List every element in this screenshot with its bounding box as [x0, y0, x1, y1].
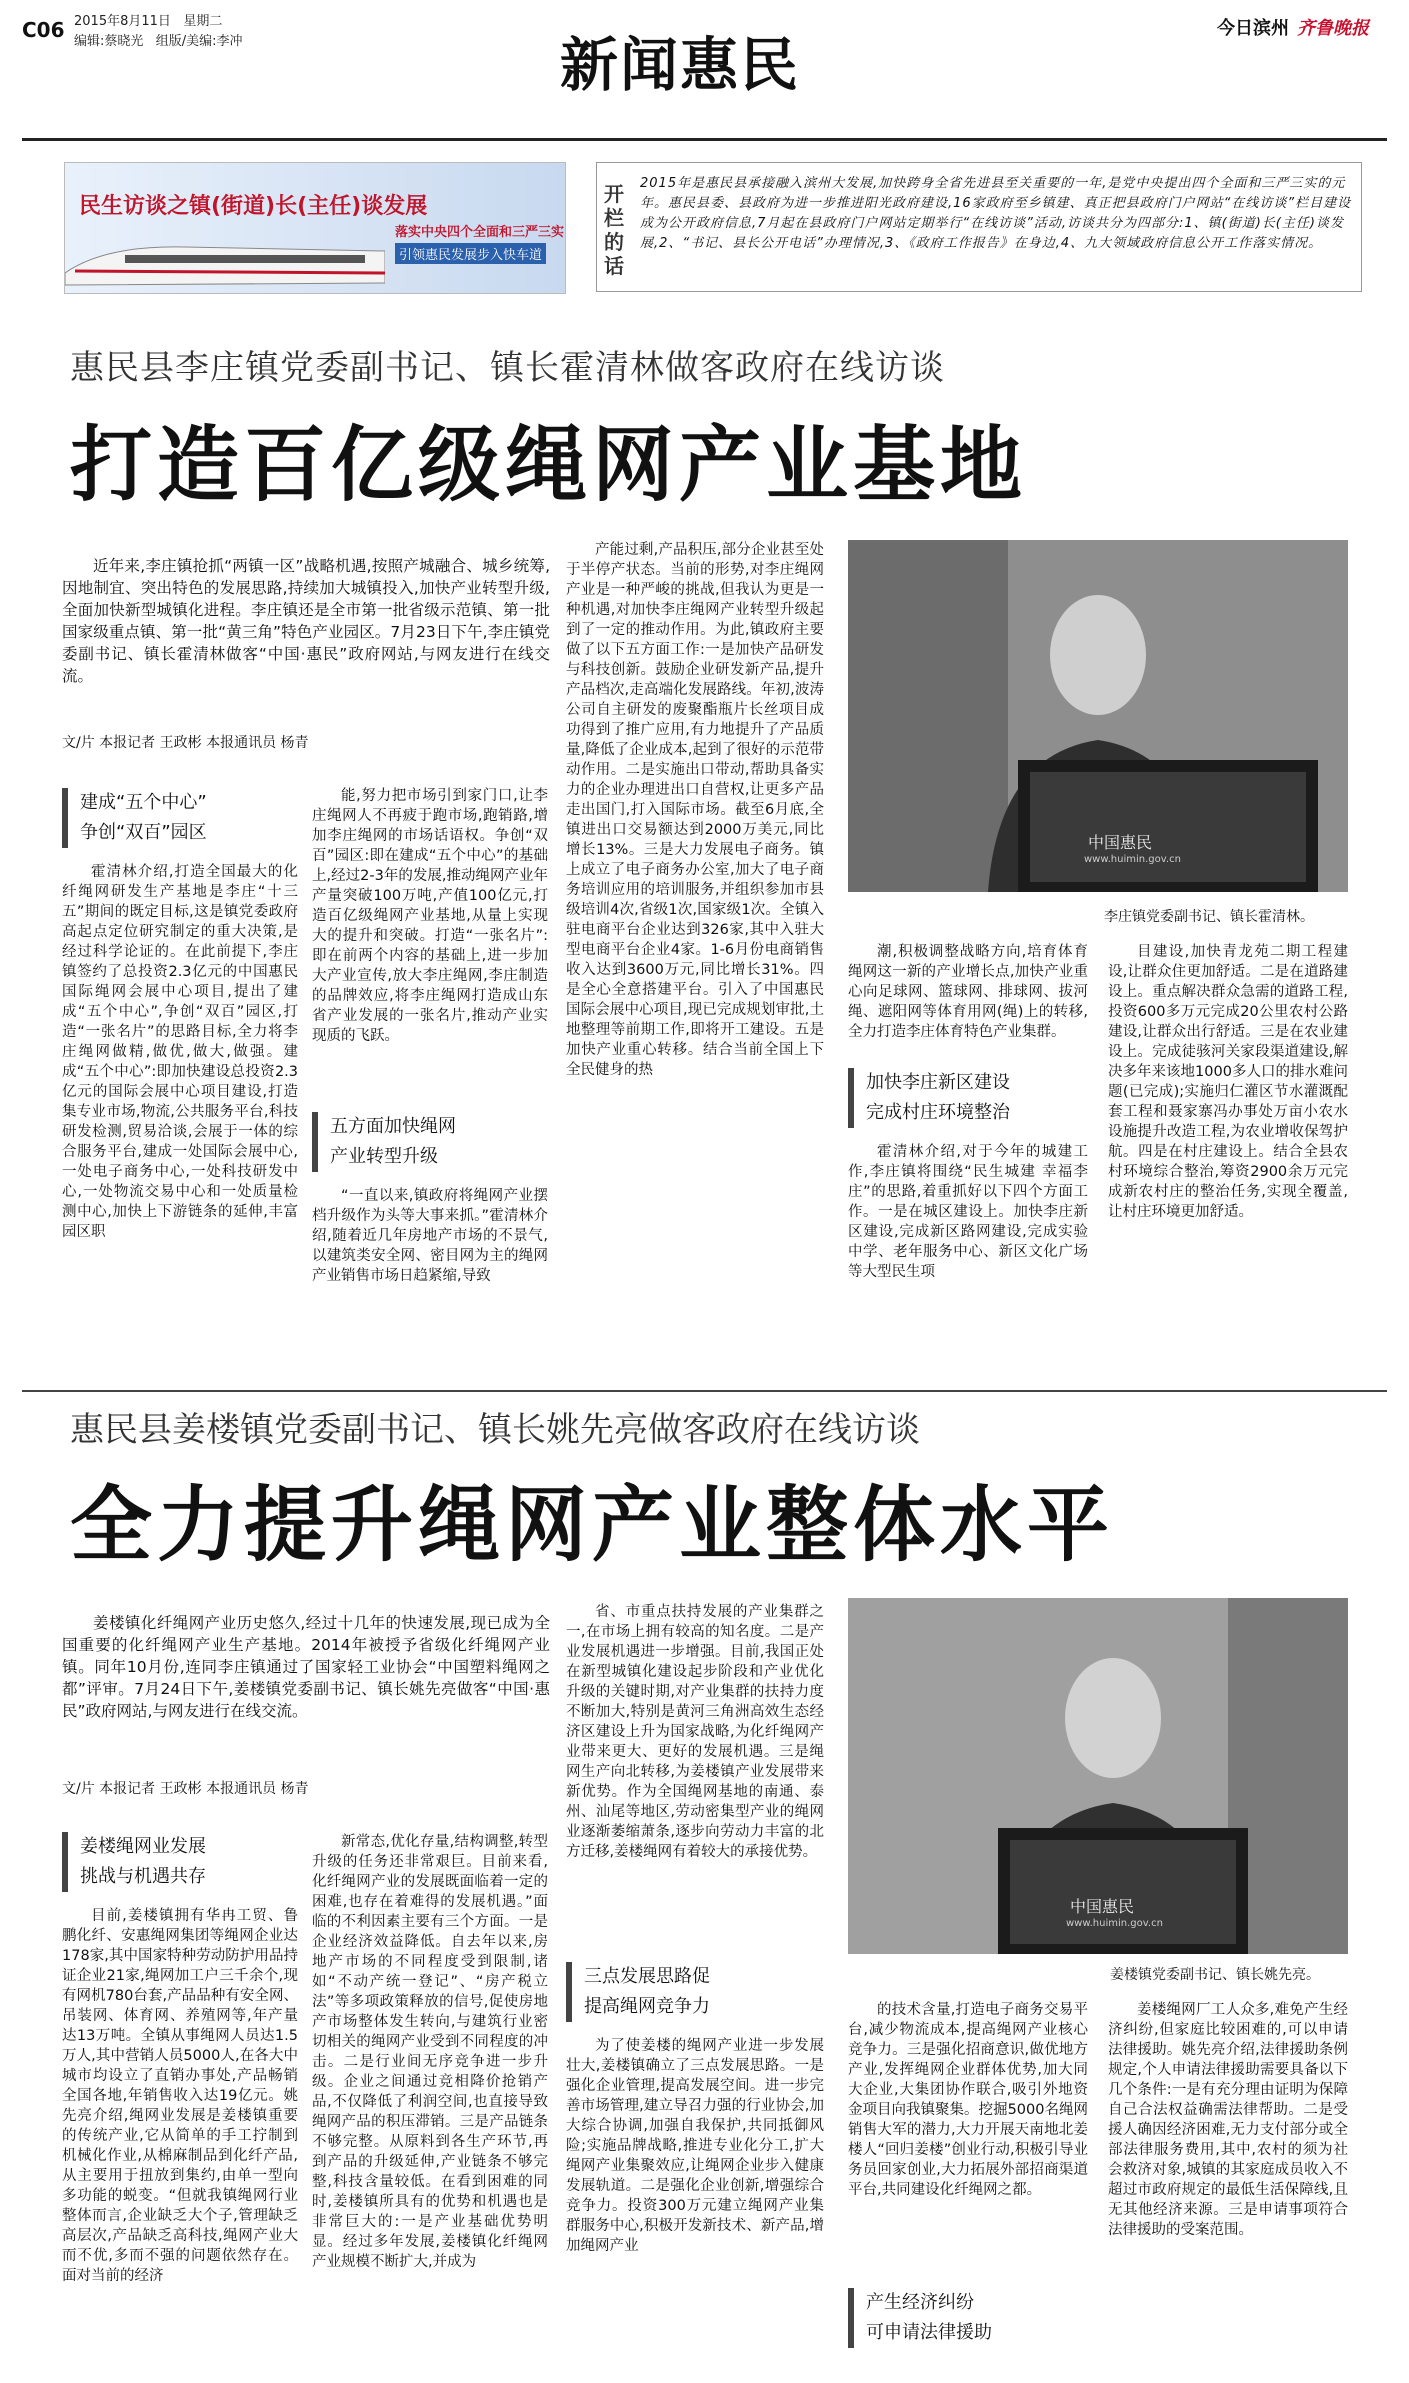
- article1-photo-caption: 李庄镇党委副书记、镇长霍清林。: [1104, 909, 1314, 925]
- article2-col2-text: 新常态,优化存量,结构调整,转型升级的任务还非常艰巨。目前来看,化纤绳网产业的发展既面临着一定的困难,也存在着难得的发展机遇。”面临的不利因素主要有三个方面。一是企业经济效益降低。自去年以来,房地产市场的不同程度受到限制,诸如“不动产统一登记”、“房产税立法”等多项政策释放的信号,促使房地产市场整体发生转向,与建筑行业密切相关的绳网产业受到不同程度的冲击。二是行业间无序竞争进一步升级。企业之间通过竞相降价抢销产品,不仅降低了利润空间,也直接导致绳网产品的积压滞销。三是产品链条不够完整。从原料到各生产环节,再到产品的升级延伸,产业链条不够完整,科技含量较低。在看到困难的同时,姜楼镇所具有的优势和机遇也是非常巨大的:一是产业基础优势明显。经过多年发展,姜楼镇化纤绳网产业规模不断扩大,并成为: [312, 1834, 548, 2270]
- article1-col4-text: 潮,积极调整战略方向,培育体育绳网这一新的产业增长点,加快产业重心向足球网、篮球网、排球网、拔河绳、遮阳网等体育用网(绳)上的转移,全力打造李庄体育特色产业集群。: [848, 944, 1088, 1040]
- article1-photo: [848, 540, 1348, 892]
- issue-date-line: [74, 14, 222, 30]
- article1-headline: 打造百亿级绳网产业基地: [70, 418, 1028, 513]
- article2-column-2: [312, 1832, 548, 2366]
- masthead-rule: [22, 138, 1387, 141]
- article1-col5-text: 目建设,加快青龙苑二期工程建设,让群众住更加舒适。二是在道路建设上。重点解决群众急需的道路工程,投资600多万元完成20公里农村公路建设,让群众出行舒适。三是在农业建设上。完成徒骇河关家段渠道建设,解决多年来该地1000多人口的排水难问题(已完成);实施归仁灌区节水灌溉配套工程和聂家寨冯办事处万亩小农水设施提升改造工程,为农业增收保驾护航。四是在村庄建设上。结合全县农村环境综合整治,筹资2900余万元完成新农村庄的整治任务,实现全覆盖,让村庄环境更加舒适。: [1108, 944, 1348, 1220]
- article1-section-1: [62, 788, 310, 848]
- article1-col2-text: 能,努力把市场引到家门口,让李庄绳网人不再疲于跑市场,跑销路,增加李庄绳网的市场话语权。争创“双百”园区:即在建成“五个中心”的基础上,经过2-3年的发展,推动绳网产业年产量突破100万吨,产值100亿元,打造百亿级绳网产业基地,从量上实现大的提升和突破。打造“一张名片”:即在前两个内容的基础上,进一步加大产业宣传,放大李庄绳网,李庄制造的品牌效应,将李庄绳网打造成山东省产业发展的一张名片,推动产业实现质的飞跃。: [312, 788, 548, 1044]
- screen-url: www.huimin.gov.cn: [1066, 1918, 1163, 1929]
- banner-line-2: 引领惠民发展步入快车道: [395, 243, 546, 264]
- article1-col3-text: 产能过剩,产品积压,部分企业甚至处于半停产状态。当前的形势,对李庄绳网产业是一种严峻的挑战,但我认为更是一种机遇,对加快李庄绳网产业转型升级起到了一定的推动作用。为此,镇政府主要做了以下五方面工作:一是加快产品研发与科技创新。鼓励企业研发新产品,提升产品档次,走高端化发展路线。年初,波涛公司自主研发的废聚酯瓶片长丝项目成功得到了推广应用,有力地提升了产品质量,降低了企业成本,起到了很好的示范带动作用。二是实施出口带动,帮助具备实力的企业办理进出口自营权,让更多产品走出国门,打入国际市场。截至6月底,全镇进出口交易额达到2000万美元,同比增长13%。三是大力发展电子商务。镇上成立了电子商务办公室,加大了电子商务培训应用的培训服务,并组织参加市县级培训4次,省级1次,国家级1次。全镇入驻电商平台企业达到326家,其中入驻大型电商平台企业4家。1-6月份电商销售收入达到3600万元,同比增长31%。四是全心全意搭建平台。引入了中国惠民国际会展中心项目,现已完成规划审批,土地整理等前期工作,即将开工建设。五是加快产业重心转移。结合当前全国上下全民健身的热: [566, 542, 824, 1078]
- article1-column-1: [62, 862, 298, 1382]
- screen-label: 中国惠民: [1088, 833, 1153, 852]
- article2-section-2: [566, 1962, 814, 2022]
- article1-section-2: [312, 1112, 560, 1172]
- article1-col2b-text: “一直以来,镇政府将绳网产业摆档升级作为头等大事来抓。”霍清林介绍,随着近几年房地产市场的不景气,以建筑类安全网、密目网为主的绳网产业销售市场日趋紧缩,导致: [312, 1188, 548, 1284]
- editor-line: [74, 34, 243, 50]
- article2-column-1: [62, 1906, 298, 2366]
- banner-line-1: 落实中央四个全面和三严三实: [395, 225, 565, 240]
- section-line: 可申请法律援助: [866, 2322, 992, 2343]
- section-line: 姜楼绳网业发展: [80, 1836, 206, 1857]
- article2-col3b-text: 为了使姜楼的绳网产业进一步发展壮大,姜楼镇确立了三点发展思路。一是强化企业管理,提高发展空间。进一步完善市场管理,建立导召力强的行业协会,加大综合协调,加强自我保护,共同抵御风险;实施品牌战略,推进专业化分工,扩大绳网产业集聚效应,让绳网企业步入健康发展轨道。二是强化企业创新,增强综合竞争力。投资300万元建立绳网产业集群服务中心,积极开发新技术、新产品,增加绳网产业: [566, 2038, 824, 2254]
- column-banner: [64, 162, 566, 294]
- article1-lead-text: 近年来,李庄镇抢抓“两镇一区”战略机遇,按照产城融合、城乡统筹,因地制宜、突出特色的发展思路,持续加大城镇投入,加快产业转型升级,全面加快新型城镇化进程。李庄镇还是全市第一批省级示范镇、第一批国家级重点镇、第一批“黄三角”特色产业园区。7月23日下午,李庄镇党委副书记、镇长霍清林做客“中国·惠民”政府网站,与网友进行在线交流。: [62, 557, 550, 685]
- article2-col1-text: 目前,姜楼镇拥有华冉工贸、鲁鹏化纤、安惠绳网集团等绳网企业达178家,其中国家特种劳动防护用品持证企业21家,绳网加工户三千余个,现有网机780台套,产品品种有安全网、吊装网、体育网、养殖网等,年产量达13万吨。全镇从事绳网人员达1.5万人,其中营销人员5000人,在各大中城市均设立了直销办事处,产品畅销全国各地,年销售收入达19亿元。姚先亮介绍,绳网业发展是姜楼镇重要的传统产业,它从简单的手工拧制到机械化作业,从棉麻制品到化纤产品,从主要用于扭放到集约,由单一型向多功能的蜕变。“但就我镇绳网行业整体而言,企业缺乏大个子,管理缺乏高层次,产品缺乏高科技,绳网产业大而不优,多而不强的问题依然存在。面对当前的经济: [62, 1908, 298, 2284]
- section-line: 加快李庄新区建设: [866, 1072, 1010, 1093]
- article2-photo: [848, 1598, 1348, 1954]
- article-divider: [22, 1390, 1387, 1392]
- article1-byline: 文/片 本报记者 王政彬 本报通讯员 杨青: [62, 735, 309, 751]
- section-line: 挑战与机遇共存: [80, 1866, 206, 1887]
- section-line: 产业转型升级: [330, 1146, 438, 1167]
- article2-lead-text: 姜楼镇化纤绳网产业历史悠久,经过十几年的快速发展,现已成为全国重要的化纤绳网产业生产基地。2014年被授予省级化纤绳网产业镇。同年10月份,连同李庄镇通过了国家轻工业协会“中国塑料绳网之都”评审。7月24日下午,姜楼镇党委副书记、镇长姚先亮做客“中国·惠民”政府网站,与网友进行在线交流。: [62, 1614, 550, 1720]
- screen-url: www.huimin.gov.cn: [1084, 854, 1181, 865]
- article1-col4b-text: 霍清林介绍,对于今年的城建工作,李庄镇将围绕“民生城建 幸福李庄”的思路,着重抓好以下四个方面工作。一是在城区建设上。加快李庄新区建设,完成新区路网建设,完成实验中学、老年服务中心、新区文化广场等大型民生项: [848, 1144, 1088, 1280]
- article1-column-4: [848, 942, 1088, 1062]
- brand: [1217, 14, 1369, 40]
- article1-subtitle: 惠民县李庄镇党委副书记、镇长霍清林做客政府在线访谈: [70, 348, 945, 388]
- article1-section-3: [848, 1068, 1096, 1128]
- article2-column-3b: [566, 2036, 824, 2366]
- article2-subtitle: 惠民县姜楼镇党委副书记、镇长姚先亮做客政府在线访谈: [70, 1410, 920, 1450]
- banner-title: 民生访谈之镇(街道)长(主任)谈发展: [79, 194, 428, 219]
- layout-credit: 组版/美编:李冲: [155, 34, 243, 49]
- article1-column-2: [312, 786, 548, 1106]
- article2-col5-text: 姜楼绳网厂工人众多,难免产生经济纠纷,但家庭比较困难的,可以申请法律援助。姚先亮介绍,法律援助条例规定,个人申请法律援助需要具备以下几个条件:一是有充分理由证明为保障自己合法权益确需法律帮助。二是受援人确因经济困难,无力支付部分或全部法律服务费用,其中,农村的须为社会救济对象,城镇的其家庭成员收入不超过市政府规定的最低生活保障线,且无其他经济来源。三是申请事项符合法律援助的受案范围。: [1108, 2002, 1348, 2238]
- section-line: 完成村庄环境整治: [866, 1102, 1010, 1123]
- article2-column-4: [848, 2000, 1088, 2276]
- article2-photo-caption: 姜楼镇党委副书记、镇长姚先亮。: [1110, 1967, 1320, 1983]
- section-line: 产生经济纠纷: [866, 2292, 974, 2313]
- screen-label: 中国惠民: [1070, 1897, 1135, 1916]
- article2-headline: 全力提升绳网产业整体水平: [70, 1478, 1115, 1573]
- brand-name: 今日滨州: [1217, 18, 1289, 39]
- issue-weekday: 星期二: [183, 14, 223, 29]
- column-intro-text: 2015年是惠民县承接融入滨州大发展,加快跨身全省先进县至关重要的一年,是党中央提出四个全面和三严三实的元年。惠民县委、县政府为进一步推进阳光政府建设,16家政府至乡镇建、真正把县政府门户网站“在线访谈”栏目建设成为公开政府信息,7月起在县政府门户网站定期举行“在线访谈”活动,访谈共分为四部分:1、镇(街道)长(主任)谈发展,2、“书记、县长公开电话”办理情况,3、《政府工作报告》在身边,4、九大领域政府信息公开工作落实情况。: [640, 176, 1352, 251]
- issue-date: 2015年8月11日: [74, 14, 171, 29]
- section-line: 三点发展思路促: [584, 1966, 710, 1987]
- section-line: 五方面加快绳网: [330, 1116, 456, 1137]
- section-title: 新闻惠民: [560, 31, 801, 99]
- article2-col4-text: 的技术含量,打造电子商务交易平台,减少物流成本,提高绳网产业核心竞争力。三是强化招商意识,做优地方产业,发挥绳网企业群体优势,加大同大企业,大集团协作联合,吸引外地资金项目向我镇聚集。挖掘5000名绳网销售大军的潜力,大力开展天南地北姜楼人“回归姜楼”创业行动,积极引导业务员回家创业,大力拓展外部招商渠道平台,共同建设化纤绳网之都。: [848, 2002, 1088, 2198]
- article2-col3-text: 省、市重点扶持发展的产业集群之一,在市场上拥有较高的知名度。二是产业发展机遇进一步增强。目前,我国正处在新型城镇化建设起步阶段和产业优化升级的关键时期,对产业集群的扶持力度不断加大,特别是黄河三角洲高效生态经济区建设上升为国家战略,为化纤绳网产业带来更大、更好的发展机遇。三是绳网生产向北转移,为姜楼镇产业发展带来新优势。作为全国绳网基地的南通、泰州、汕尾等地区,劳动密集型产业的绳网业逐渐萎缩萧条,逐步向劳动力丰富的北方迁移,姜楼绳网有着较大的承接优势。: [566, 1604, 824, 1860]
- article1-column-3: [566, 540, 824, 1382]
- article2-section-3: [848, 2288, 1096, 2348]
- article2-column-3: [566, 1602, 824, 1952]
- editor-credit: 编辑:蔡晓光: [74, 34, 144, 49]
- section-line: 争创“双百”园区: [80, 822, 207, 843]
- section-line: 建成“五个中心”: [80, 792, 207, 813]
- article1-column-4b: [848, 1142, 1088, 1382]
- newspaper-logo: 齐鲁晚报: [1297, 18, 1369, 39]
- article2-column-5: [1108, 2000, 1348, 2366]
- article2-byline: 文/片 本报记者 王政彬 本报通讯员 杨青: [62, 1781, 309, 1797]
- article1-lead: [62, 555, 550, 687]
- article2-lead: [62, 1612, 550, 1722]
- section-line: 提高绳网竞争力: [584, 1996, 710, 2017]
- article1-column-5: [1108, 942, 1348, 1382]
- article1-col1-text: 霍清林介绍,打造全国最大的化纤绳网研发生产基地是李庄“十三五”期间的既定目标,这是镇党委政府高起点定位研究制定的重大决策,是经过科学论证的。在此前提下,李庄镇签约了总投资2.3亿元的中国惠民国际绳网会展中心项目,提出了建成“五个中心”,争创“双百”园区,打造“一张名片”的思路目标,全力将李庄绳网做精,做优,做大,做强。建成“五个中心”:即加快建设总投资2.3亿元的国际会展中心项目建设,打造集专业市场,物流,公共服务平台,科技研发检测,贸易洽谈,会展于一体的综合服务平台,建成一处国际会展中心,一处电子商务中心,一处科技研发中心,一处物流交易中心和一处质量检测中心,加快上下游链条的延伸,丰富园区职: [62, 864, 298, 1240]
- page-number: C06: [22, 18, 65, 42]
- train-illustration: [65, 233, 385, 293]
- article1-column-2b: [312, 1186, 548, 1382]
- column-intro-label: 开栏的话: [604, 182, 624, 278]
- article2-section-1: [62, 1832, 310, 1892]
